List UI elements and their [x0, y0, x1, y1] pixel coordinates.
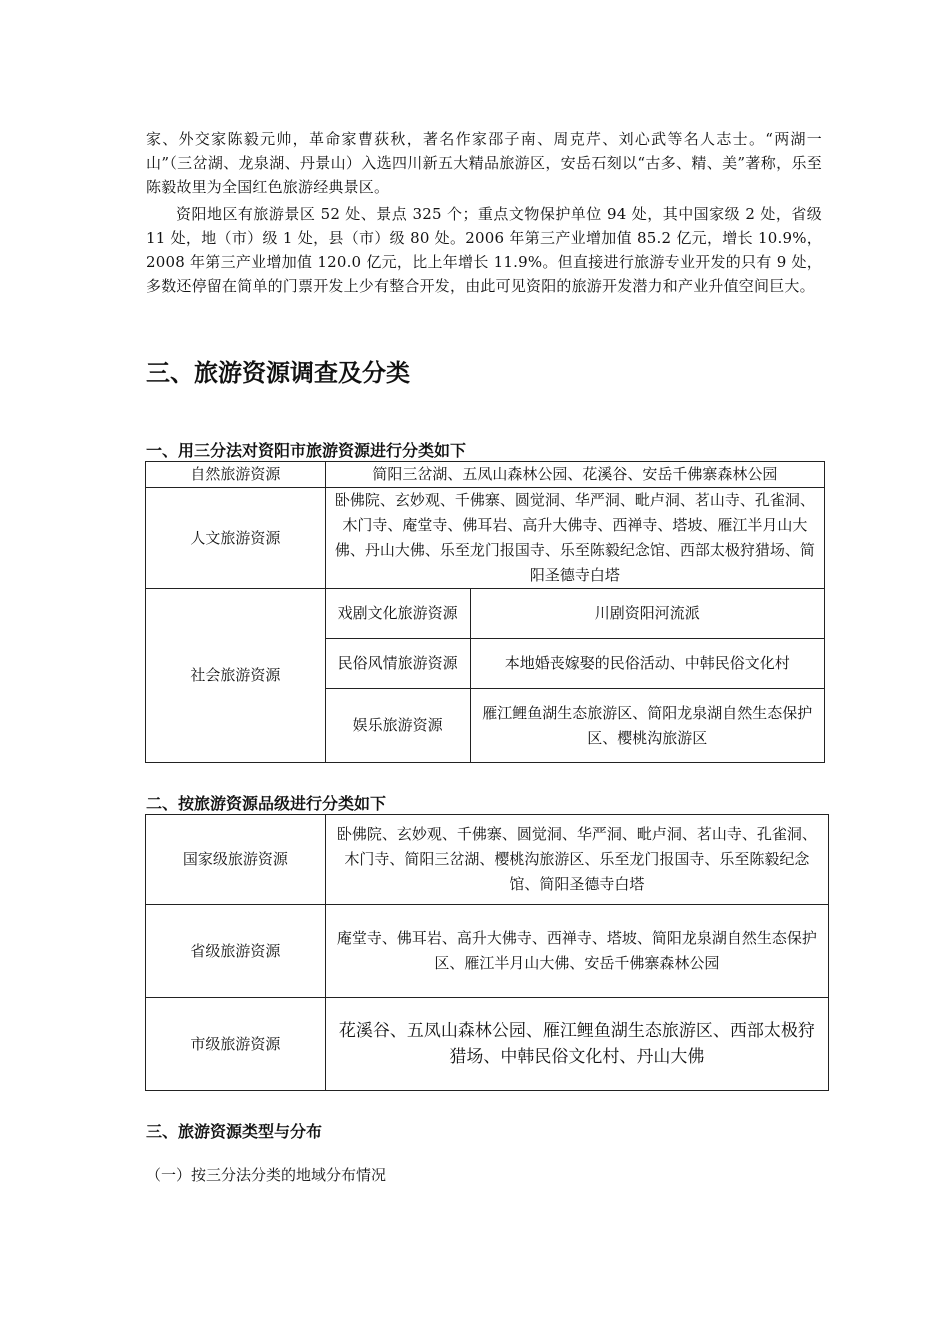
paragraph-statistics: 资阳地区有旅游景区 52 处、景点 325 个；重点文物保护单位 94 处，其中国家级 2 处，省级 11 处，地（市）级 1 处，县（市）级 80 处。2006 年第三产业增加值 85.2 亿元，增长 10.9%，2008 年第三产业增加值 120.0 亿元，比上年增长 11.9%。但直接进行旅游专业开发的只有 9 处，多数还停留在简单的门票开发上少有整合开发，由此可见资阳的旅游开发潜力和产业升值空间巨大。	[146, 205, 822, 295]
natural-resource-value: 简阳三岔湖、五凤山森林公园、花溪谷、安岳千佛寨森林公园	[325, 462, 824, 488]
drama-resource-value: 川剧资阳河流派	[470, 589, 824, 639]
table-row	[146, 589, 825, 639]
entertainment-resource-value: 雁江鲤鱼湖生态旅游区、简阳龙泉湖自然生态保护区、樱桃沟旅游区	[470, 689, 824, 763]
table1-heading: 一、用三分法对资阳市旅游资源进行分类如下	[146, 441, 467, 460]
national-grade-value: 卧佛院、玄妙观、千佛寨、圆觉洞、华严洞、毗卢洞、茗山寺、孔雀洞、木门寺、简阳三岔湖、樱桃沟旅游区、乐至龙门报国寺、乐至陈毅纪念馆、简阳圣德寺白塔	[325, 815, 828, 905]
folk-resource-label: 民俗风情旅游资源	[325, 639, 470, 689]
paragraph-intro: 家、外交家陈毅元帅，革命家曹荻秋，著名作家邵子南、周克芹、刘心武等名人志士。“两湖一山”（三岔湖、龙泉湖、丹景山）入选四川新五大精品旅游区，安岳石刻以“古多、精、美”著称，乐至陈毅故里为全国红色旅游经典景区。	[146, 130, 822, 196]
national-grade-label: 国家级旅游资源	[146, 815, 326, 905]
entertainment-resource-label: 娱乐旅游资源	[325, 689, 470, 763]
cultural-resource-value: 卧佛院、玄妙观、千佛寨、圆觉洞、华严洞、毗卢洞、茗山寺、孔雀洞、木门寺、庵堂寺、佛耳岩、高升大佛寺、西禅寺、塔坡、雁江半月山大佛、丹山大佛、乐至龙门报国寺、乐至陈毅纪念馆、西部太极狩猎场、简阳圣德寺白塔	[325, 488, 824, 589]
drama-resource-label: 戏剧文化旅游资源	[325, 589, 470, 639]
table-row	[146, 462, 825, 488]
provincial-grade-label: 省级旅游资源	[146, 905, 326, 998]
folk-resource-value: 本地婚丧嫁娶的民俗活动、中韩民俗文化村	[470, 639, 824, 689]
table-row	[146, 815, 829, 905]
section3-heading: 三、旅游资源类型与分布	[146, 1122, 323, 1141]
city-grade-label: 市级旅游资源	[146, 998, 326, 1091]
three-category-table	[145, 461, 825, 763]
table2-heading: 二、按旅游资源品级进行分类如下	[146, 794, 387, 813]
city-grade-value: 花溪谷、五凤山森林公园、雁江鲤鱼湖生态旅游区、西部太极狩猎场、中韩民俗文化村、丹山大佛	[325, 998, 828, 1091]
cultural-resource-label: 人文旅游资源	[146, 488, 326, 589]
section3-subheading: （一）按三分法分类的地域分布情况	[146, 1166, 387, 1184]
natural-resource-label: 自然旅游资源	[146, 462, 326, 488]
provincial-grade-value: 庵堂寺、佛耳岩、高升大佛寺、西禅寺、塔坡、简阳龙泉湖自然生态保护区、雁江半月山大佛、安岳千佛寨森林公园	[325, 905, 828, 998]
grade-table	[145, 814, 829, 1091]
table-row	[146, 488, 825, 589]
social-resource-label: 社会旅游资源	[146, 589, 326, 763]
section-title: 三、旅游资源调查及分类	[146, 359, 410, 387]
table-row	[146, 905, 829, 998]
table-row	[146, 998, 829, 1091]
